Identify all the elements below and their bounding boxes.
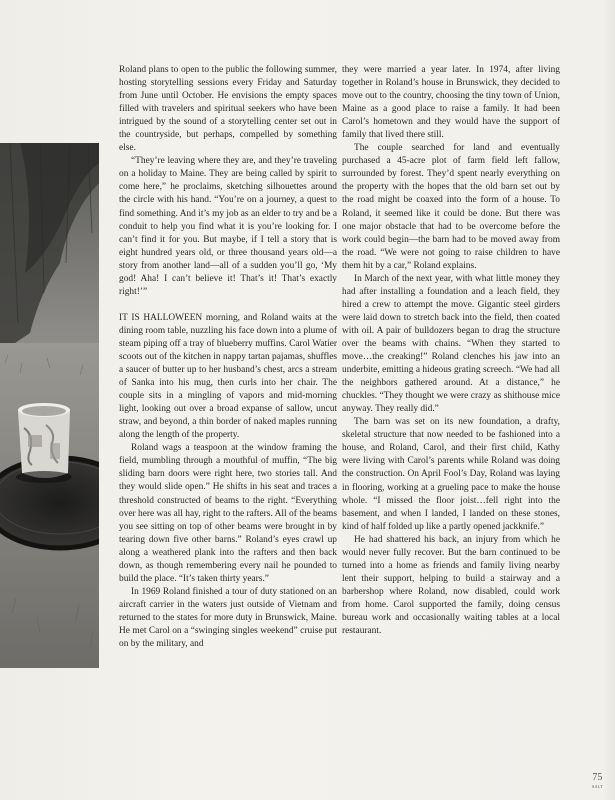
- left-column: [119, 64, 337, 651]
- paragraph-shattered-back: He had shattered his back, an injury from which he would never fully recover. But the barn continued to be turned into a home as friends and family living nearby lent their support, helping to build a stairway and a barbershop where Roland, now disabled, could work from home. Carol supported the family, doing census bureau work and occasionally waiting tables at a local restaurant.: [342, 534, 560, 637]
- right-column: [342, 64, 560, 638]
- paragraph-new-foundation: The barn was set on its new foundation, a drafty, skeletal structure that now needed to be fashioned into a house, and Roland, Carol, and their first child, Kathy were living with Carol’s parents while Roland was doing the construction. On April Fool’s Day, Roland was laying in flooring, working at a grueling pace to make the house whole. “I missed the floor joist…fell right into the basement, and when I landed, I landed on these stones, kind of half folded up like a partly opened jackknife.”: [342, 417, 560, 532]
- page-folio: [592, 773, 603, 791]
- paragraph-moving-the-barn: In March of the next year, with what little money they had after installing a foundation and a leach field, they hired a crew to attempt the move. Gigantic steel girders were laid down to stretch back into the field, then coated with oil. A pair of bulldozers began to drag the structure over the beams with chains. “When they started to move…the creaking!” Roland clenches his jaw into an underbite, emitting a hideous grating screech. “We had all the neighbors gathered around. At a distance,” he chuckles. “They thought we were crazy as shithouse mice anyway. They really did.”: [342, 273, 560, 415]
- photo-bucket-in-fire-pit: [0, 143, 99, 668]
- bw-photograph: [0, 143, 99, 668]
- paragraph-roland-quote-journey: “They’re leaving where they are, and they’re traveling on a holiday to Maine. They are being called by spirit to come here,” he proclaims, sketching silhouettes around the circle with his hand. “You’re on a journey, a quest to find something. And it’s my job as an elder to try and be a conduit to help you find what it is you’re looking for. I can’t find it for you. But maybe, if I tell a story that is eight hundred years old, or three thousand years old—a story from another land—all of a sudden you’ll go, ‘My god! Aha! I can’t believe it! That’s it! That’s exactly right!’”: [119, 156, 337, 297]
- paragraph-searched-for-land: The couple searched for land and eventually purchased a 45-acre plot of farm field left fallow, surrounded by forest. They’d spent nearly everything on the property with the hopes that the old barn set out by the road might be coaxed into the form of a house. To Roland, it seemed like it could be done. But there was one major obstacle that had to be overcome before the work could begin—the barn had to be moved away from the road. “We were not going to raise children to have them hit by a car,” Roland explains.: [342, 143, 560, 271]
- page-number: 75: [592, 772, 603, 783]
- paragraph-halloween-morning: IT IS HALLOWEEN morning, and Roland waits at the dining room table, nuzzling his face down into a plume of steam piping off a tray of blueberry muffins. Carol Watier scoots out of the kitchen in nappy tartan pajamas, shuffles a saucer of butter up to her husband’s chest, arcs a stream of Sanka into his mug, then curls into her chair. The couple sits in a mingling of vapors and mid-morning light, looking out over a broad expanse of sallow, uncut straw, and beyond, a thin border of naked maples running along the length of the property.: [119, 312, 337, 441]
- paragraph-1969-tour-of-duty: In 1969 Roland finished a tour of duty stationed on an aircraft carrier in the waters just outside of Vietnam and returned to the states for more duty in Brunswick, Maine. He met Carol on a “swinging singles weekend” cruise put on by the military, and: [119, 586, 337, 650]
- folio-publication-mark: SALT: [592, 784, 603, 789]
- page-edge-shade: [603, 0, 615, 800]
- paragraph-married-1974: they were married a year later. In 1974, after living together in Roland’s house in Brunswick, they decided to move out to the country, choosing the tiny town of Union, Maine as a good place to raise a family. It had been Carol’s hometown and they would have the support of family that lived there still.: [342, 65, 560, 141]
- paragraph-storytelling-plans: Roland plans to open to the public the following summer, hosting storytelling sessions every Friday and Saturday from June until October. He envisions the empty spaces filled with travelers and spiritual seekers who have been intrigued by the sound of a storytelling center set out in the countryside, but perhaps, compelled by something else.: [119, 65, 337, 154]
- paragraph-barn-doors: Roland wags a teaspoon at the window framing the field, mumbling through a mouthful of muffin, “The big sliding barn doors were right here, two stories tall. And they would slide open.” He shifts in his seat and traces a threshold constructed of beams to the right. “Everything over here was all hay, right to the rafters. All of the beams you see sitting on top of other beams were brought in by tearing down five other barns.” Roland’s eyes crawl up along a weathered plank into the rafters and then back down, as though remembering every nail he pounded to build the place. “It’s taken thirty years.”: [119, 443, 337, 584]
